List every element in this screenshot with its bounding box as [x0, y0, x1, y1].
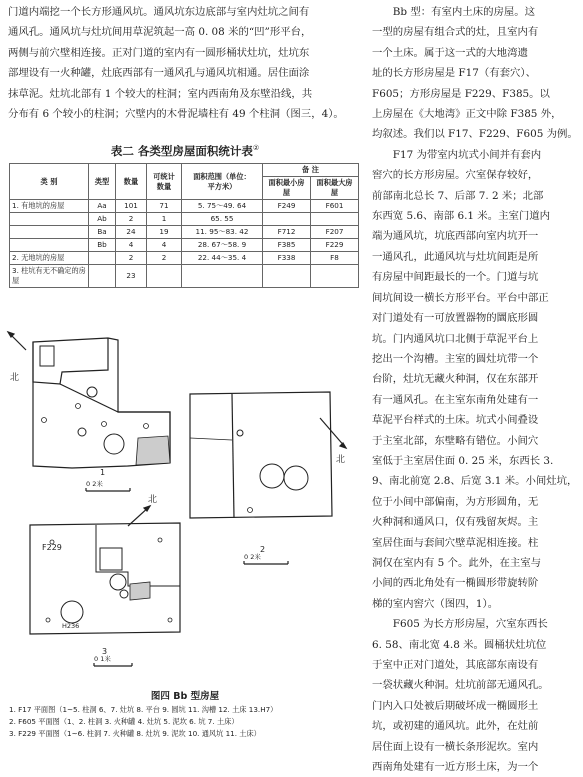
table-row — [10, 200, 359, 213]
table-cell-category — [10, 239, 89, 252]
table-row — [10, 226, 359, 239]
plan-number-2: 2 — [260, 545, 266, 554]
table-cell-max: F229 — [311, 239, 359, 252]
figure-caption-2: 2. F605 平面图（1、2. 柱洞 3. 火种罐 4. 灶坑 5. 泥坎 6. 坑 7. 土床） — [9, 717, 239, 726]
table-cell-range: 11. 95～83. 42 — [182, 226, 263, 239]
table-cell-min — [263, 213, 311, 226]
figure-caption-3: 3. F229 平面图（1~6. 柱洞 7. 火种罐 8. 灶坑 9. 泥坎 10. 通风坑 11. 土床） — [9, 729, 261, 738]
text-line: 前部南北总长 7、后部 7. 2 米；北部 — [372, 189, 544, 202]
plan-number-3: 3 — [102, 647, 108, 656]
table-cell-type: Bb — [89, 239, 116, 252]
table-cell-category: 3. 柱坑有无不确定的房屋 — [10, 265, 89, 288]
text-line: 址的长方形房屋是 F17（有套穴）、 — [372, 67, 537, 80]
text-line: 有一通风孔。在主室东南角处建有一 — [372, 393, 539, 406]
table-cell-max: F8 — [311, 252, 359, 265]
text-line: 抹草泥。灶坑北部有 1 个较大的柱洞；室内西南角及东壁沿线，共 — [8, 87, 313, 100]
h236-label: H236 — [62, 622, 80, 630]
text-line: 位于小间中部偏南，为方形圆角，无 — [372, 495, 539, 508]
table-cell-range — [182, 265, 263, 288]
text-line: 门道内端挖一个长方形通风坑。通风坑东边底部与室内灶坑之间有 — [8, 6, 310, 18]
text-line: 对门道处有一可放置器物的圜底形圆 — [372, 312, 539, 325]
body-text-right — [372, 2, 578, 777]
text-line: 梯的室内窖穴（图四，1）。 — [372, 597, 499, 610]
text-line: F605 为长方形房屋，穴室东西长 — [372, 618, 548, 631]
text-line: 室低于主室居住面 0. 25 米，东西长 3. — [372, 454, 554, 467]
table-row — [10, 213, 359, 226]
text-line: 于主室北部，东壁略有错位。小间穴 — [372, 434, 539, 447]
table-cell-min: F385 — [263, 239, 311, 252]
table-cell-measurable: 71 — [147, 200, 182, 213]
table-cell-range: 28. 67～58. 9 — [182, 239, 263, 252]
scale-label-1: 0 2米 — [86, 480, 103, 488]
f229-label: F229 — [42, 543, 62, 552]
text-line: 坑，或初建的通风坑。此外，在灶前 — [372, 720, 539, 733]
header-measurable: 可统计 数量 — [147, 164, 182, 200]
table-title: 表二 各类型房屋面积统计表② — [110, 144, 260, 158]
text-line: 挖出一个沟槽。主室的圆灶坑带一个 — [372, 352, 539, 365]
f605-outline — [190, 392, 332, 518]
table-cell-max — [311, 213, 359, 226]
text-line: 两侧与前穴壁相连接。正对门道的室内有一圆形桶状灶坑，灶坑东 — [8, 46, 310, 59]
text-line: 通风孔。通风坑与灶坑间用草泥筑起一高 0. 08 米的“凹”形平台， — [8, 26, 312, 39]
header-min-house: 面积最小房屋 — [263, 177, 311, 200]
text-line: 门内入口处被后期破坏成一椭圆形土 — [372, 699, 539, 712]
text-line: 一型的房屋有组合式的灶，且室内有 — [372, 26, 539, 39]
table-cell-type: Aa — [89, 200, 116, 213]
text-line: 端为通风坑，坑底西部向室内坑开一 — [372, 230, 539, 243]
table-cell-count: 24 — [116, 226, 147, 239]
table-cell-max — [311, 265, 359, 288]
table-row — [10, 239, 359, 252]
f229-outline — [30, 523, 180, 634]
text-line: 坑。门内通风坑口北侧于草泥平台上 — [372, 332, 539, 345]
north-label-1: 北 — [10, 373, 20, 383]
header-category: 类 别 — [10, 164, 89, 200]
text-line: 室居住面与套间穴壁草泥相连接。柱 — [372, 536, 539, 549]
table-cell-measurable — [147, 265, 182, 288]
north-label-2: 北 — [336, 455, 346, 465]
text-line: 一个土床。属于这一式的大地湾遗 — [372, 46, 528, 59]
table-cell-range: 22. 44～35. 4 — [182, 252, 263, 265]
north-label-3: 北 — [148, 495, 158, 505]
scale-label-3: 0 1米 — [94, 655, 111, 663]
text-line: 分布有 6 个较小的柱洞；穴壁内的木骨泥墙柱有 49 个柱洞（图三，4）。 — [8, 108, 344, 121]
table-cell-measurable: 19 — [147, 226, 182, 239]
table-cell-category: 2. 无地坑的房屋 — [10, 252, 89, 265]
table-cell-min: F338 — [263, 252, 311, 265]
table-cell-measurable: 4 — [147, 239, 182, 252]
text-line: 均叙述。我们以 F17、F229、F605 为例。 — [372, 128, 578, 141]
table-cell-count: 4 — [116, 239, 147, 252]
figure-title: 图四 Bb 型房屋 — [150, 691, 220, 702]
table-cell-count: 2 — [116, 213, 147, 226]
table-cell-type — [89, 265, 116, 288]
text-line: 居住面上设有一横长条形泥坎。室内 — [372, 740, 539, 753]
table-cell-category — [10, 226, 89, 239]
table-cell-type: Ab — [89, 213, 116, 226]
house-plan-figure — [0, 320, 370, 688]
figure-caption-1: 1. F17 平面图（1~5. 柱洞 6、7. 灶坑 8. 平台 9. 圆坑 11. 沟槽 12. 土床 13.H7） — [9, 705, 278, 714]
header-area-range: 面积范围（单位： 平方米） — [182, 164, 263, 200]
text-line: 上房屋在《大地湾》正文中除 F385 外， — [372, 108, 562, 121]
text-line: F17 为带室内坑式小间并有套内 — [372, 148, 542, 161]
table-cell-range: 65. 55 — [182, 213, 263, 226]
table-cell-count: 101 — [116, 200, 147, 213]
table-cell-type: Ba — [89, 226, 116, 239]
text-line: F605；方形房屋是 F229、F385。以 — [372, 87, 550, 100]
body-text-left — [8, 2, 361, 124]
text-line: 部埋设有一火种罐，灶底西部有一通风孔与通风坑相通。居住面涂 — [8, 67, 310, 80]
table-cell-min: F712 — [263, 226, 311, 239]
text-line: 一通风孔，此通风坑与灶坑间距是所 — [372, 250, 539, 263]
header-max-house: 面积最大房屋 — [311, 177, 359, 200]
text-line: 窖穴的长方形房屋。穴室保存较好， — [372, 169, 539, 182]
text-line: 东西宽 5.6、南部 6.1 米。主室门道内 — [372, 210, 551, 223]
text-line: 西南角处建有一近方形土床，为一个 — [372, 761, 539, 774]
text-line: 于室中正对门道处，其底部东南设有 — [372, 659, 539, 671]
table-cell-measurable: 1 — [147, 213, 182, 226]
header-type: 类型 — [89, 164, 116, 200]
table-cell-max: F207 — [311, 226, 359, 239]
text-line: 有房屋中间距最长的一个。门道与坑 — [372, 271, 539, 284]
table-row — [10, 265, 359, 288]
text-line: 一袋状藏火种洞。灶坑前部无通风孔。 — [372, 679, 549, 692]
area-statistics-table — [9, 163, 359, 288]
text-line: Bb 型：有室内土床的房屋。这 — [372, 6, 536, 18]
header-remarks: 备 注 — [263, 164, 359, 177]
table-cell-min: F249 — [263, 200, 311, 213]
text-line: 洞仅在室内有 5 个。此外，在主室与 — [372, 556, 542, 569]
text-line: 间坑间设一横长方形平台。平台中部正 — [372, 291, 549, 304]
plan-number-1: 1 — [100, 468, 106, 477]
table-cell-count: 2 — [116, 252, 147, 265]
text-line: 9、南北前宽 2.8、后宽 3.1 米。小间灶坑， — [372, 475, 578, 488]
scale-label-2: 0 2米 — [244, 553, 261, 561]
table-cell-measurable: 2 — [147, 252, 182, 265]
table-cell-category: 1. 有地坑的房屋 — [10, 200, 89, 213]
table-row — [10, 252, 359, 265]
text-line: 台阶，灶坑无藏火种洞，仅在东部开 — [372, 373, 539, 386]
table-cell-type — [89, 252, 116, 265]
f17-inner-room — [33, 338, 108, 384]
text-line: 草泥平台样式的土床。坑式小间叠设 — [372, 414, 539, 427]
text-line: 6. 58、南北宽 4.8 米。圆桶状灶坑位 — [372, 638, 547, 651]
table-cell-range: 5. 75～49. 64 — [182, 200, 263, 213]
header-count: 数量 — [116, 164, 147, 200]
table-cell-category — [10, 213, 89, 226]
table-cell-min — [263, 265, 311, 288]
table-cell-count: 23 — [116, 265, 147, 288]
text-line: 火种洞和通风口，仅有残留灰烬。主 — [372, 516, 539, 529]
text-line: 小间的西北角处有一椭圆形带旋转阶 — [372, 577, 539, 590]
table-cell-max: F601 — [311, 200, 359, 213]
